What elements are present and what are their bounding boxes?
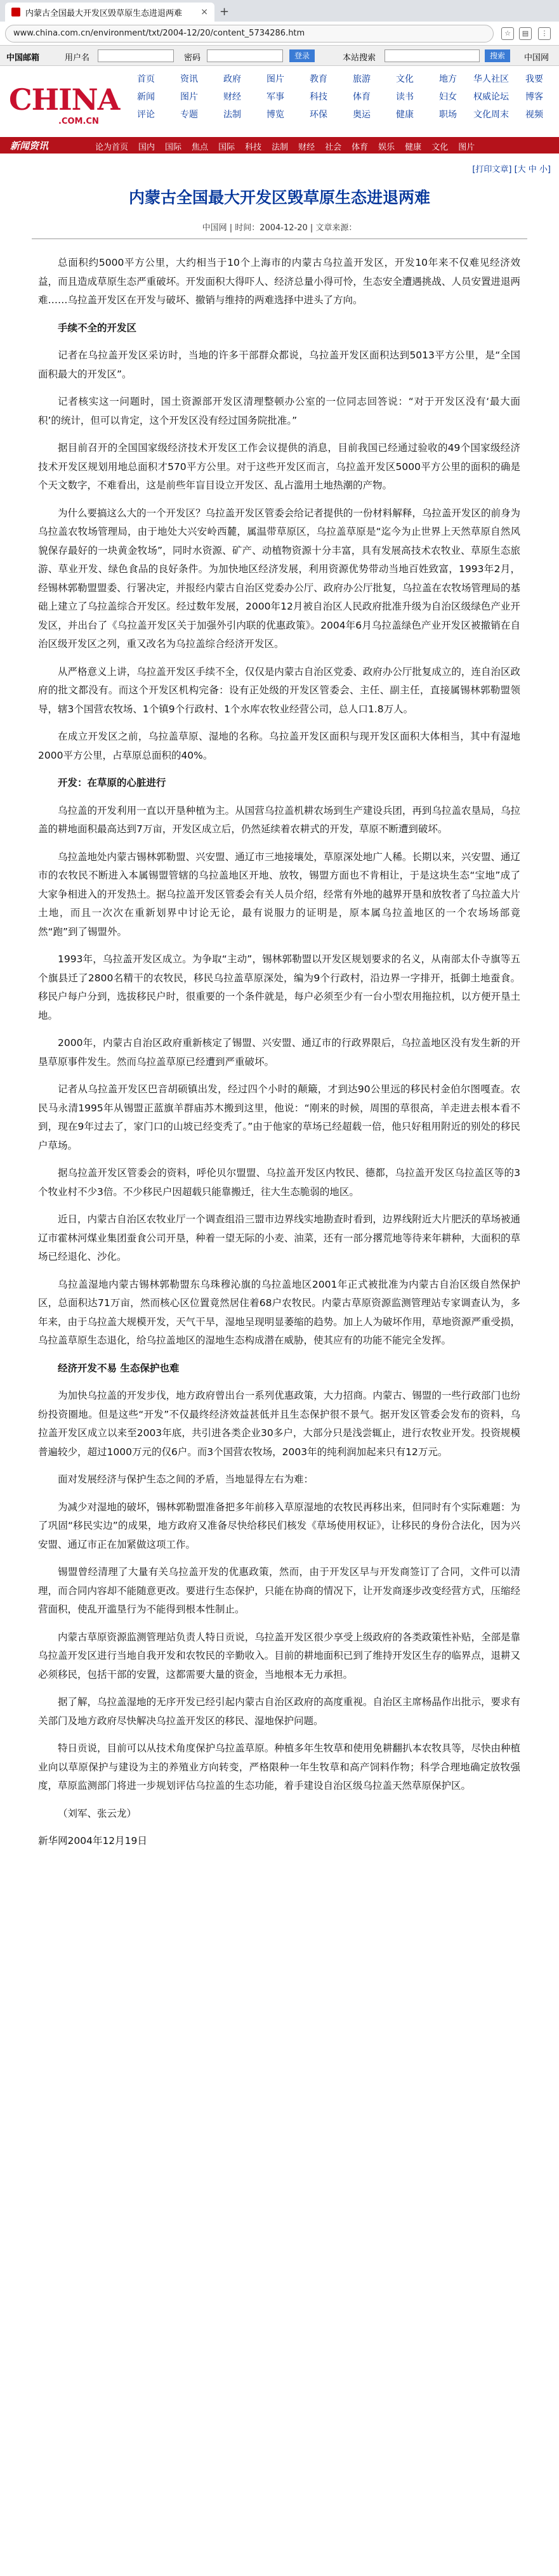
nav-link[interactable]: 旅游: [353, 74, 371, 84]
article-title: 内蒙古全国最大开发区毁草原生态进退两难: [128, 188, 430, 207]
article-paragraph: 据了解，乌拉盖湿地的无序开发已经引起内蒙古自治区政府的高度重视。自治区主席杨晶作出批示，要求有关部门及地方政府尽快解决乌拉盖开发区的移民、湿地保护问题。: [38, 1696, 520, 1727]
nav-link[interactable]: 妇女: [439, 92, 457, 102]
nav-link[interactable]: 博客: [525, 92, 543, 102]
article-paragraph: 记者从乌拉盖开发区巴音胡硕镇出发，经过四个小时的颠簸，才到达90公里远的移民村金伯尔图嘎查。农民马永清1995年从锡盟正蓝旗羊群庙苏木搬到这里，他说：“刚来的时候，周围的草很高，羊走进去根本看不到，现在9年过去了，家门口的山坡已经变秃了。”由于他家的草场已经超载一倍，他只好租用附近的别处的移民户草场。: [38, 1083, 520, 1151]
nav-link[interactable]: 我要: [525, 74, 543, 84]
article-paragraph: 乌拉盖地处内蒙古锡林郭勒盟、兴安盟、通辽市三地接壤处，草原深处地广人稀。长期以来，兴安盟、通辽市的农牧民不断进入本属锡盟管辖的乌拉盖地区开地、放牧，锡盟方面也不肯相让，于是这块生态“宝地”成了大家争相进入的开发热土。据乌拉盖开发区管委会有关人员介绍，经常有外地的越界开垦和放牧者了乌拉盖大片土地，而且一次次在重新划界中讨论无论，最有说服力的证明是，原本属乌拉盖地区的一个农场场部竟然“跑”到了锡盟外。: [38, 851, 520, 938]
article-paragraph: 在成立开发区之前，乌拉盖草原、湿地的名称。乌拉盖开发区面积与现开发区面积大体相当，其中有湿地2000平方公里，占草原总面积的40%。: [38, 731, 520, 761]
password-label: 密码: [184, 53, 201, 63]
nav-link[interactable]: 评论: [137, 110, 155, 120]
channel-link[interactable]: 文化: [431, 143, 449, 152]
section-heading: 开发：在草原的心脏进行: [58, 777, 166, 788]
article-paragraph: 特日贡说，目前可以从技术角度保护乌拉盖草原。种植多年生牧草和使用免耕翻扒本农牧具等，尽快由种植业向以草原保护与建设为主的养殖业方向转变，严格限种一年生牧草和高产饲料作物；科学合理地确定放牧强度，草原监测部门将进一步规划评估乌拉盖的生态功能，着手建设自治区级乌拉盖天然草原保护区。: [38, 1742, 520, 1791]
site-search-label: 本站搜索: [343, 53, 376, 63]
nav-link[interactable]: 法制: [223, 110, 241, 120]
nav-link[interactable]: 教育: [310, 74, 327, 84]
address-bar[interactable]: www.china.com.cn/environment/txt/2004-12/20/content_5734286.htm: [5, 25, 494, 42]
section-heading: 经济开发不易 生态保护也难: [58, 1362, 180, 1374]
nav-link[interactable]: 权威论坛: [473, 92, 509, 102]
article-paragraph: 从严格意义上讲，乌拉盖开发区手续不全，仅仅是内蒙古自治区党委、政府办公厅批复成立的，连自治区政府的批文都没有。而这个开发区机构完备：设有正处级的开发区管委会、主任、副主任，直接属锡林郭勒盟领导，辖3个国营农牧场、1个镇9个行政村、1个水库农牧业经营公司，总人口1.8万人。: [38, 665, 520, 715]
channel-brand: 新闻资讯: [10, 140, 49, 152]
article-paragraph: 为加快乌拉盖的开发步伐，地方政府曾出台一系列优惠政策，大力招商。内蒙古、锡盟的一些行政部门也纷纷投资圈地。但是这些“开发”不仅最终经济效益甚低并且生态保护很不景气。据开发区管委会发布的资料，乌拉盖开发区成立以来至2003年底，共引进各类企业30多户，大部分只是浅尝辄止，进行农牧业开发。投资规模普遍较少，超过1000万元的仅6户。而3个国营农牧场，2003年的纯利润加起来只有12万元。: [38, 1390, 520, 1458]
nav-link[interactable]: 体育: [353, 92, 371, 102]
reader-icon[interactable]: ▤: [519, 27, 532, 40]
article-paragraph: 1993年，乌拉盖开发区成立。为争取“主动”，锡林郭勒盟以开发区规划要求的名义，从南部太仆寺旗等五个旗县迁了2800名精干的农牧民，移民乌拉盖草原深处，编为9个行政村，沿边界一字排开，抵御土地蚕食。移民户每户分到，选拔移民户时，很重要的一个条件就是，每户必须至少有一台小型农用拖拉机，以方便开垦土地。: [38, 953, 520, 1021]
password-input[interactable]: [207, 49, 283, 62]
nav-link[interactable]: 文化: [396, 74, 414, 84]
article-paragraph: 内蒙古草原资源监测管理站负责人特日贡说，乌拉盖开发区很少享受上级政府的各类政策性补贴，全部是靠乌拉盖开发区进行当地自我开发和农牧民的辛勤收入。目前的耕地面积已到了维持开发区生存的临界点，退耕又必须移民，包括干部的安置，这都需要大量的资金，当地根本无力承担。: [38, 1631, 520, 1680]
login-button[interactable]: 登录: [289, 49, 315, 62]
channel-link[interactable]: 图片: [458, 143, 475, 152]
channel-link[interactable]: 科技: [245, 143, 262, 152]
channel-link[interactable]: 国际: [165, 143, 182, 152]
article-paragraph: 为什么要搞这么大的一个开发区？乌拉盖开发区管委会给记者提供的一份材料解释，乌拉盖开发区的前身为乌拉盖农牧场管理局，由于地处大兴安岭西麓，属温带草原区，乌拉盖草原是“迄今为止世界上天然草原自然风貌保存最好的一块黄金牧场”，同时水资源、矿产、动植物资源十分丰富，具有发展高技术农牧业、草原生态旅游、草业开发、绿色食品的良好条件。为加快地区经济发展，利用资源优势带动当地百姓致富，1993年2月，经锡林郭勒盟盟委、行署决定，并报经内蒙古自治区党委办公厅、政府办公厅批复，乌拉盖在农牧场管理局的基础上建立了乌拉盖综合开发区。经过数年发展，2000年12月被自治区人民政府批准升级为自治区级绿色产业开发区，并出台了《乌拉盖开发区关于加强外引内联的优惠政策》。2004年6月乌拉盖绿色产业开发区被撤销在自治区级开发区之列，重又改名为乌拉盖综合经济开发区。: [38, 507, 520, 650]
nav-link[interactable]: 环保: [310, 110, 327, 120]
article-paragraph: 面对发展经济与保护生态之间的矛盾，当地显得左右为难：: [58, 1474, 314, 1485]
browser-tab-bar: [0, 0, 559, 22]
site-login-bar: [0, 46, 559, 66]
new-tab-button[interactable]: +: [220, 5, 230, 18]
article-source: 新华网2004年12月19日: [38, 1835, 147, 1847]
nav-link[interactable]: 视频: [525, 110, 543, 120]
nav-link[interactable]: 首页: [137, 74, 155, 84]
mail-label: 中国邮箱: [6, 53, 40, 63]
nav-link[interactable]: 政府: [223, 74, 241, 84]
article-paragraph: 记者核实这一问题时，国土资源部开发区清理整顿办公室的一位同志回答说：“对于开发区没有‘最大面积’的统计，但可以肯定，这个开发区没有经过国务院批准。”: [38, 396, 520, 426]
article-paragraph: 总面积约5000平方公里，大约相当于10个上海市的内蒙古乌拉盖开发区，开发10年来不仅难见经济效益，而且造成草原生态严重破坏。开发面积大得吓人、经济总量小得可怜，生态安全遭遇挑战、人员安置进退两难……乌拉盖开发区在开发与破坏、撤销与维持的两难选择中进头了方向。: [38, 257, 520, 306]
browser-tab[interactable]: [5, 3, 214, 22]
nav-link[interactable]: 资讯: [180, 74, 198, 84]
nav-link[interactable]: 博览: [266, 110, 284, 120]
nav-link[interactable]: 专题: [180, 110, 198, 120]
article-body: [38, 254, 520, 1860]
site-header: [0, 67, 559, 137]
print-font-controls[interactable]: [打印文章] [大 中 小]: [472, 165, 551, 174]
article-paragraph: 记者在乌拉盖开发区采访时，当地的许多干部群众都说，乌拉盖开发区面积达到5013平方公里，是“全国面积最大的开发区”。: [38, 350, 520, 380]
site-favicon-icon: [11, 8, 20, 16]
china-net-link[interactable]: 中国网: [524, 53, 549, 63]
channel-link[interactable]: 财经: [298, 143, 315, 152]
nav-link[interactable]: 图片: [266, 74, 284, 84]
browser-toolbar: [0, 22, 559, 46]
nav-link[interactable]: 科技: [310, 92, 327, 102]
tab-title: 内蒙古全国最大开发区毁草原生态进退两难: [25, 8, 183, 18]
news-channel-bar: [0, 137, 559, 154]
site-nav-grid: [124, 72, 556, 121]
nav-link[interactable]: 文化周末: [473, 110, 509, 120]
site-search-button[interactable]: 搜索: [485, 49, 510, 62]
channel-links: [95, 140, 485, 152]
site-logo-sub: .COM.CN: [58, 117, 99, 126]
menu-icon[interactable]: ⋮: [538, 27, 551, 40]
nav-link[interactable]: 新闻: [137, 92, 155, 102]
site-logo[interactable]: CHINA: [9, 82, 120, 117]
channel-link[interactable]: 国内: [138, 143, 155, 152]
channel-link[interactable]: 体育: [352, 143, 369, 152]
article-paragraph: 锡盟曾经清理了大量有关乌拉盖开发的优惠政策，然而，由于开发区早与开发商签订了合同，文件可以清理，而合同内容却不能随意更改。要进行生态保护，只能在协商的情况下，让开发商逐步改变经营方式，压缩经营面积，使乱开滥垦行为不能得到根本性制止。: [38, 1566, 520, 1615]
star-icon[interactable]: ☆: [501, 27, 514, 40]
channel-link[interactable]: 国际: [218, 143, 235, 152]
channel-link[interactable]: 健康: [405, 143, 422, 152]
channel-link[interactable]: 社会: [325, 143, 342, 152]
site-search-input[interactable]: [385, 49, 480, 62]
nav-link[interactable]: 地方: [439, 74, 457, 84]
nav-link[interactable]: 华人社区: [473, 74, 509, 84]
article-paragraph: 乌拉盖湿地内蒙古锡林郭勒盟东乌珠穆沁旗的乌拉盖地区2001年正式被批准为内蒙古自治区级自然保护区，总面积达71万亩，然而核心区位置竟然居住着68户农牧民。内蒙古草原资源监测管理站专家调查认为，多年来，由于乌拉盖大规模开发，天气干旱，湿地呈现明显萎缩的趋势。加上人为破坏作用，草地资源严重受损，乌拉盖草原生态退化，给乌拉盖地区的湿地生态构成潜在威胁，使其应有的功能不能完全发挥。: [38, 1278, 520, 1346]
username-label: 用户名: [65, 53, 90, 63]
section-heading: 手续不全的开发区: [58, 322, 137, 334]
nav-link[interactable]: 奥运: [353, 110, 371, 120]
channel-link[interactable]: 论为首页: [95, 143, 129, 152]
article-paragraph: 乌拉盖的开发利用一直以开垦种植为主。从国营乌拉盖机耕农场到生产建设兵团，再到乌拉盖农垦局，乌拉盖的耕地面积最高达到7万亩，开发区成立后，仍然延续着农耕式的开发，草原不断遭到破坏。: [38, 804, 520, 835]
channel-link[interactable]: 娱乐: [378, 143, 395, 152]
username-input[interactable]: [98, 49, 174, 62]
nav-link[interactable]: 图片: [180, 92, 198, 102]
nav-link[interactable]: 职场: [439, 110, 457, 120]
article-meta: 中国网 | 时间：2004-12-20 | 文章来源：: [202, 223, 357, 233]
article-paragraph: 2000年，内蒙古自治区政府重新核定了锡盟、兴安盟、通辽市的行政界限后，乌拉盖地区没有发生新的开垦草原事件发生。然而乌拉盖草原已经遭到严重破坏。: [38, 1037, 520, 1068]
close-tab-icon[interactable]: ×: [201, 7, 208, 17]
article-paragraph: 据乌拉盖开发区管委会的资料，呼伦贝尔盟盟、乌拉盖开发区内牧民、德都，乌拉盖开发区乌拉盖区等的3个牧业村不少3倍。不少移民户因超载只能靠搬迁，往大生态脆弱的地区。: [38, 1167, 520, 1198]
nav-link[interactable]: 读书: [396, 92, 414, 102]
article-paragraph: 据目前召开的全国国家级经济技术开发区工作会议提供的消息，目前我国已经通过验收的49个国家级经济技术开发区规划用地总面积才570平方公里。对于这些开发区而言，乌拉盖开发区5000平方公里的面积的确是个天文数字，不难看出，这是前些年盲目设立开发区、乱占滥用土地热潮的产物。: [38, 442, 520, 491]
channel-link[interactable]: 焦点: [192, 143, 209, 152]
channel-link[interactable]: 法制: [272, 143, 289, 152]
nav-link[interactable]: 健康: [396, 110, 414, 120]
article-paragraph: 为减少对湿地的破坏，锡林郭勒盟准备把多年前移入草原湿地的农牧民再移出来，但同时有个实际难题：为了巩固“移民实边”的成果，地方政府又准备尽快给移民们核发《草场使用权证》，让移民的身份合法化，因为兴安盟、通辽市正在加紧做这项工作。: [38, 1501, 520, 1550]
nav-link[interactable]: 财经: [223, 92, 241, 102]
article-paragraph: 近日，内蒙古自治区农牧业厅一个调查组沿三盟市边界线实地勘查时看到，边界线附近大片肥沃的草场被通辽市霍林河煤业集团蚕食公司开垦，种着一望无际的小麦、油菜，还有一部分撂荒地等待来年耕种，大面积的草场已经退化、沙化。: [38, 1213, 520, 1262]
author-signature: （刘军、张云龙）: [58, 1807, 137, 1819]
nav-link[interactable]: 军事: [266, 92, 284, 102]
